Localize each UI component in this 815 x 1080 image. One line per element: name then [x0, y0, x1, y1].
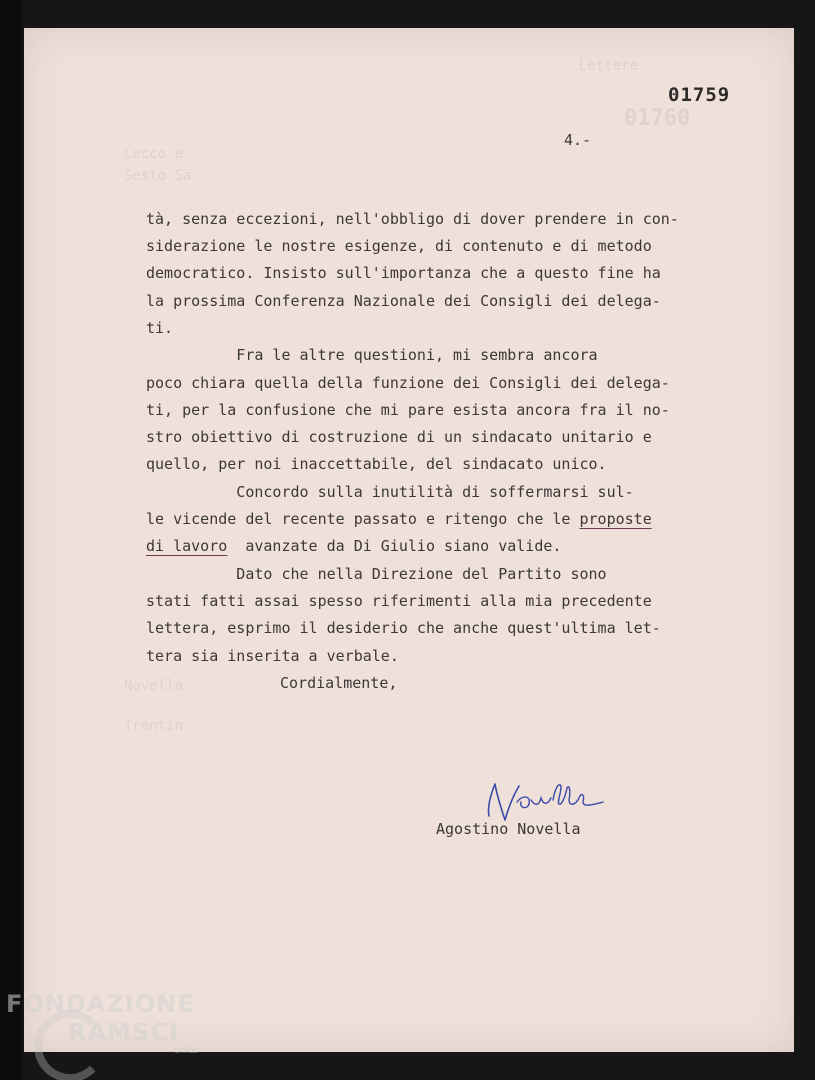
watermark-logo [6, 990, 199, 1056]
text-line: ti, per la confusione che mi pare esista ancora fra il no- [146, 401, 670, 419]
text-line: democratico. Insisto sull'importanza che a questo fine ha [146, 264, 661, 282]
bleed-through: Novella [124, 678, 184, 694]
text-line: stati fatti assai spesso riferimenti alla mia precedente [146, 592, 652, 610]
text-line: lettera, esprimo il desiderio che anche quest'ultima let- [146, 619, 661, 637]
text-line: poco chiara quella della funzione dei Consigli dei delega- [146, 374, 670, 392]
g-ring-icon [34, 1010, 106, 1080]
text-line: stro obiettivo di costruzione di un sindacato unitario e [146, 428, 652, 446]
watermark-line-2: RAMSCI [68, 1018, 179, 1046]
text-line: la prossima Conferenza Nazionale dei Consigli dei delega- [146, 292, 661, 310]
bleed-through: Lettere [579, 58, 639, 74]
document-page [24, 28, 794, 1052]
watermark-suffix: onlus [174, 1046, 199, 1056]
text-line: tera sia inserita a verbale. [146, 647, 399, 665]
text-line: Fra le altre questioni, mi sembra ancora [146, 346, 598, 364]
underlined-phrase: di lavoro [146, 537, 228, 555]
signature-name: Agostino Novella [436, 820, 581, 838]
bleed-through: Sesto Sa [124, 168, 192, 184]
underlined-phrase: proposte [579, 510, 652, 528]
watermark-line-1: FONDAZIONE [6, 990, 195, 1018]
bleed-through: 01760 [624, 106, 691, 131]
text-line [146, 537, 561, 555]
text-segment: avanzate da Di Giulio siano valide. [227, 537, 562, 555]
binding-strip [0, 0, 22, 1080]
page-number: 4.- [564, 131, 592, 149]
text-line: Concordo sulla inutilità di soffermarsi sul- [146, 483, 634, 501]
text-line: tà, senza eccezioni, nell'obbligo di dover prendere in con- [146, 210, 679, 228]
text-line [146, 510, 652, 528]
text-line: siderazione le nostre esigenze, di contenuto e di metodo [146, 237, 652, 255]
bleed-through: Lecco e [124, 146, 184, 162]
bleed-through: Trentin [124, 718, 184, 734]
text-line: quello, per noi inaccettabile, del sindacato unico. [146, 455, 607, 473]
text-segment: le vicende del recente passato e ritengo che le [146, 510, 580, 528]
text-line: ti. [146, 319, 174, 337]
archive-number: 01759 [668, 84, 731, 106]
closing-line: Cordialmente, [280, 674, 398, 692]
text-line: Dato che nella Direzione del Partito sono [146, 565, 607, 583]
